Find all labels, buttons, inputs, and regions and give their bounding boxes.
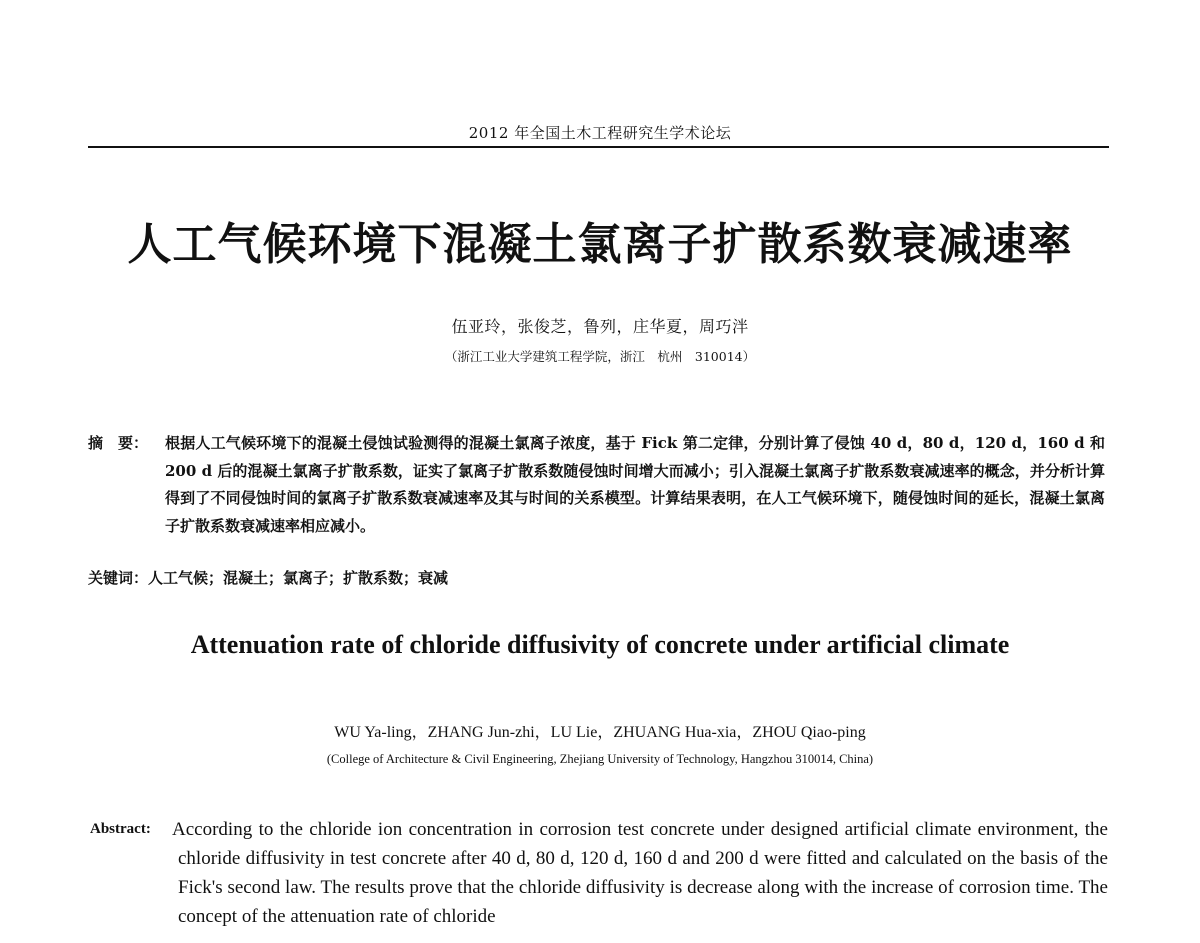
abstract-chinese-text: 根据人工气候环境下的混凝土侵蚀试验测得的混凝土氯离子浓度，基于 Fick 第二定律，分别计算了侵蚀 40 d，80 d，120 d，160 d 和 200 d 后的混凝土氯离子扩散系数，证实了氯离子扩散系数随侵蚀时间增大而减小；引入混凝土氯离子扩散系数衰减速率的概念，并分析计算得到了不同侵蚀时间的氯离子扩散系数衰减速率及其与时间的关系模型。计算结果表明，在人工气候环境下，随侵蚀时间的延长，混凝土氯离子扩散系数衰减速率相应减小。	[165, 434, 1105, 535]
running-header: 2012 年全国土木工程研究生学术论坛	[468, 124, 732, 142]
affiliation-chinese: （浙江工业大学建筑工程学院，浙江 杭州 310014）	[444, 349, 756, 364]
keywords-chinese-label: 关键词：	[88, 569, 149, 587]
paper-title-english: Attenuation rate of chloride diffusivity of concrete under artificial climate	[190, 630, 1010, 659]
abstract-english-label: Abstract:	[90, 821, 151, 837]
affiliation-english: (College of Architecture & Civil Engineering, Zhejiang University of Technology, Hangzhou 310014, China)	[326, 752, 874, 766]
abstract-chinese	[88, 430, 1118, 540]
keywords-chinese-text: 人工气候；混凝土；氯离子；扩散系数；衰减	[148, 569, 449, 587]
authors-chinese: 伍亚玲，张俊芝，鲁列，庄华夏，周巧泮	[451, 317, 749, 336]
abstract-english-text: According to the chloride ion concentration in corrosion test concrete under designed artificial climate environment, the chloride diffusivity in test concrete after 40 d, 80 d, 120 d, 160 d and 200 d were fitted and calculated on the basis of the Fick's second law. The results prove that the chloride diffusivity is decrease along with the increase of corrosion time. The concept of the attenuation rate of chloride	[172, 819, 1108, 927]
abstract-english	[90, 815, 1110, 931]
abstract-chinese-label: 摘 要：	[88, 434, 149, 452]
paper-title-chinese: 人工气候环境下混凝土氯离子扩散系数衰减速率	[127, 219, 1073, 270]
authors-english: WU Ya-ling，ZHANG Jun-zhi，LU Lie，ZHUANG Hua-xia，ZHOU Qiao-ping	[334, 724, 866, 741]
header-divider	[88, 146, 1109, 148]
keywords-chinese	[88, 567, 448, 588]
